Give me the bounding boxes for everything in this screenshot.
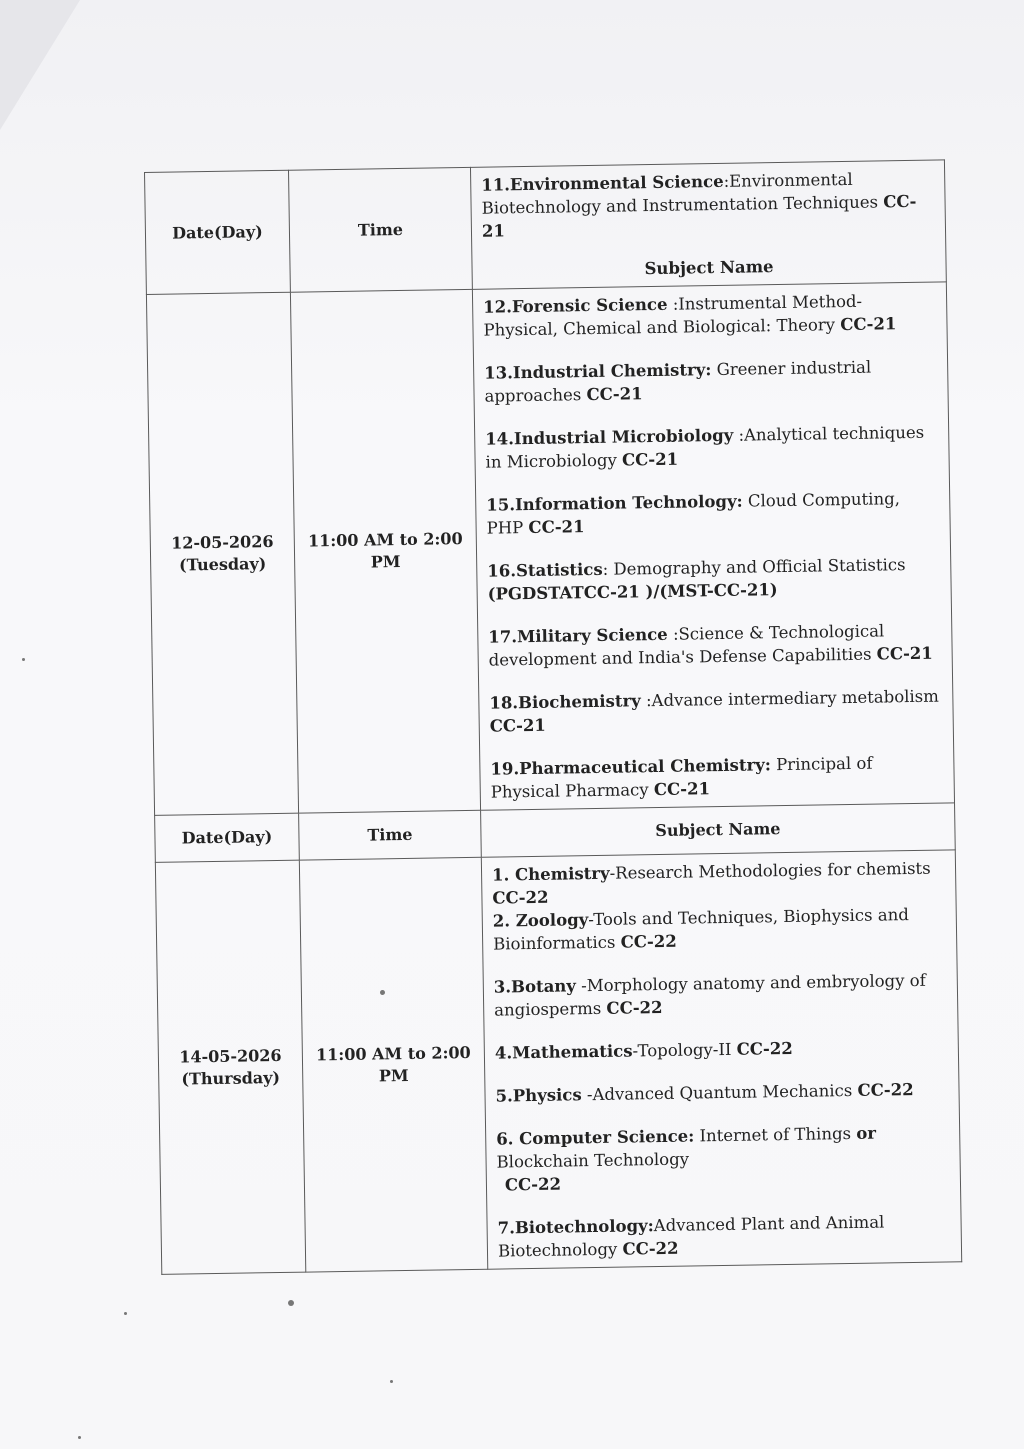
subject-number: 6. [496,1129,520,1149]
subject-name: Botany [510,976,577,997]
subject-number: 1. [491,865,516,885]
subject-separator: : [602,559,614,579]
subject-separator: - [581,1085,593,1105]
subject-name: Information Technology: [514,491,743,515]
subject-number: 18. [489,693,519,713]
subject-separator: - [632,1041,638,1061]
time-header: Time [288,167,472,292]
session-date: 12-05-2026 [171,532,274,553]
subject-item [495,1034,948,1064]
exam-schedule-sheet [144,159,977,1275]
subject-description: Advance intermediary metabolism [651,686,939,711]
date-header: Date(Day) [155,813,300,862]
subject-name: Computer Science: [519,1126,695,1149]
course-code: CC-22 [736,1038,793,1059]
subject-name: Industrial Chemistry: [512,360,712,383]
subject-description: Advanced Quantum Mechanics [592,1080,858,1105]
course-code: CC-22 [606,997,663,1018]
subject-header: Subject Name [481,803,956,857]
subject-separator: : [667,294,679,314]
session-row [146,282,954,816]
subject-item [484,355,938,408]
subject-description: Morphology anatomy and embryology of angiosperms [494,970,926,1020]
course-code: CC-22 [857,1080,914,1100]
course-code: CC-21 [876,643,933,664]
course-code: CC-21 [653,779,711,800]
subject-item [490,751,944,804]
subject-number: 2. [492,911,516,931]
subject-number: 11. [481,175,511,195]
subject-description: Demography and Official Statistics [613,555,906,579]
subject-description: Principal of Physical Pharmacy [490,753,873,802]
subject-name: Zoology [515,910,589,931]
subject-item [493,902,947,955]
subject-description: Environmental Biotechnology and Instrumentation Techniques [481,169,884,218]
session-subjects [481,850,961,1269]
time-header: Time [299,810,482,860]
subject-name: Mathematics [511,1041,633,1063]
subject-item [488,619,942,672]
subject-separator: - [575,976,587,996]
session-date-cell [146,292,298,815]
subject-separator: : [640,691,652,711]
subject-number: 17. [488,627,518,647]
folded-corner [0,0,80,130]
subject-description: Advanced Plant and Animal Biotechnology [497,1212,885,1261]
subject-description: Blockchain Technology [496,1149,690,1172]
subject-item [492,857,946,910]
subject-description: Instrumental Method- Physical, Chemical and Biological: Theory [483,291,863,340]
scan-speck [288,1300,294,1306]
subject-item [487,553,941,606]
subject-item [486,487,940,540]
subject-number: 19. [490,759,520,779]
course-code: CC-22 [504,1174,562,1195]
course-code: CC-21 [481,191,917,241]
subject-header: Subject Name [644,257,774,279]
subject-description: Topology-II [637,1039,737,1061]
subject-number: 4. [494,1043,513,1063]
session-day: (Thursday) [181,1067,281,1089]
course-code: CC-21 [840,314,897,335]
session-date: 14-05-2026 [179,1045,282,1067]
subject-name: Biochemistry [517,691,641,713]
course-code: CC-21 [621,449,679,470]
subject-item [485,421,939,474]
scan-speck [78,1436,81,1439]
subject-name: Forensic Science [511,294,668,317]
subject-number: 15. [486,495,516,515]
course-code: (PGDSTATCC-21 )/(MST-CC-21) [487,580,778,604]
subject-description: Science & Technological development and India's Defense Capabilities [488,621,885,670]
course-code: CC-21 [528,517,585,538]
subject-item [489,685,943,738]
subject-number: 16. [487,561,517,581]
subject-number: 13. [484,363,514,383]
subject-name: Military Science [516,624,668,647]
course-code: CC-22 [622,1238,679,1259]
subject-number: 3. [493,977,512,997]
subject-description: Tools and Techniques, Biophysics and Bioinformatics [493,905,909,954]
subject-description: Greener industrial approaches [484,357,872,406]
exam-schedule-table [144,159,962,1274]
carry-over-subject [481,167,935,243]
subject-separator: : [723,171,730,191]
scan-speck [124,1312,127,1315]
subject-conjunction: or [856,1123,877,1143]
course-code: CC-22 [492,887,549,908]
subject-name: Biotechnology: [514,1216,654,1238]
subject-header-cell [470,160,946,289]
scan-speck [390,1380,393,1383]
session-subjects [472,282,954,810]
subject-number: 14. [485,429,515,449]
subject-item [495,1077,948,1107]
session-date-cell [155,860,305,1274]
session-day: (Tuesday) [178,554,267,575]
subject-item [494,968,948,1021]
course-code: CC-21 [586,384,643,405]
subject-separator: - [588,910,594,930]
subject-name: Physics [512,1085,582,1106]
header-row [145,160,947,295]
subject-description: Research Methodologies for chemists [615,858,931,883]
subject-name: Industrial Microbiology [513,425,734,449]
subject-separator: : [667,624,679,644]
date-header: Date(Day) [145,170,291,294]
scan-speck [22,658,25,661]
subject-description: Cloud Computing, PHP [486,489,901,538]
subject-name: Environmental Science [509,171,724,195]
subject-name: Chemistry [514,863,610,885]
session-time: 11:00 AM to 2:00 PM [299,857,487,1272]
subject-number: 5. [495,1086,513,1106]
session-time: 11:00 AM to 2:00 PM [290,289,480,813]
course-code: CC-22 [620,931,677,952]
subject-name: Pharmaceutical Chemistry: [518,755,772,779]
course-code: CC-21 [489,715,546,736]
subject-number: 7. [497,1218,516,1238]
subject-item [483,289,937,342]
subject-item [496,1120,950,1196]
subject-description: Internet of Things [699,1123,857,1146]
subject-description: Analytical techniques in Microbiology [485,422,925,472]
subject-separator: : [733,425,745,445]
subject-name: Statistics [515,559,603,581]
subject-item [497,1209,951,1262]
subject-separator: - [609,863,616,883]
subject-number: 12. [483,297,513,317]
session-row [155,850,961,1275]
